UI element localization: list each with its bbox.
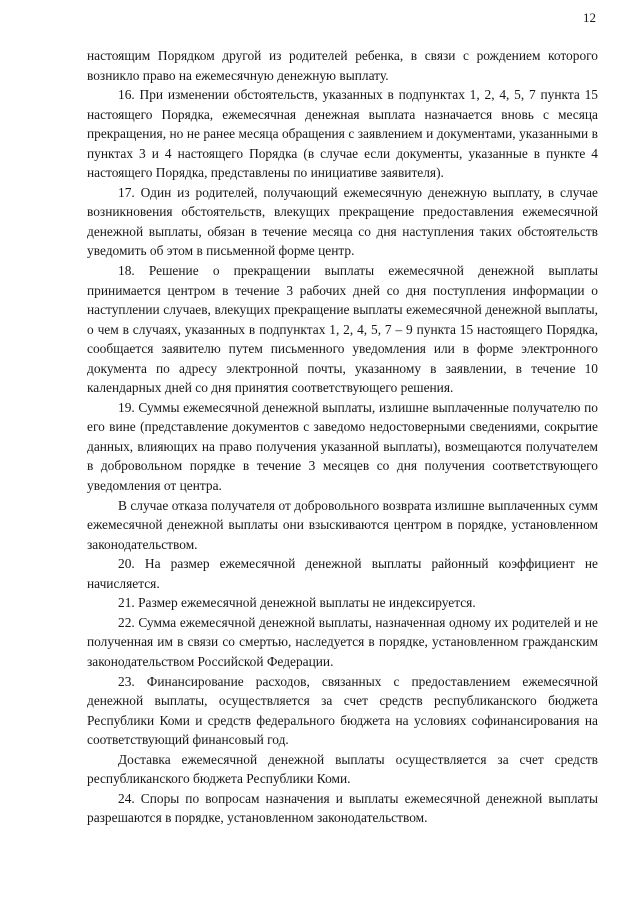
- paragraph-22: 22. Сумма ежемесячной денежной выплаты, назначенная одному их родителей и не полученная им в связи со смертью, наследуется в порядке, установленном гражданским законодательством Российской Федерации.: [87, 614, 598, 669]
- paragraph-17: 17. Один из родителей, получающий ежемесячную денежную выплату, в случае возникновения обстоятельств, влекущих прекращение предоставления ежемесячной денежной выплаты, обязан в течение месяца со дня наступления таких обстоятельств уведомить об этом в письменной форме центр.: [87, 184, 598, 259]
- document-body: [87, 46, 598, 828]
- paragraph-24: 24. Споры по вопросам назначения и выплаты ежемесячной денежной выплаты разрешаются в порядке, установленном законодательством.: [87, 790, 598, 826]
- paragraph-21: 21. Размер ежемесячной денежной выплаты не индексируется.: [118, 595, 476, 611]
- paragraph-19-refusal: В случае отказа получателя от добровольного возврата излишне выплаченных сумм ежемесячной денежной выплаты они взыскиваются центром в порядке, установленном законодательством.: [87, 497, 598, 552]
- paragraph-20: 20. На размер ежемесячной денежной выплаты районный коэффициент не начисляется.: [87, 556, 598, 591]
- paragraph-16: 16. При изменении обстоятельств, указанных в подпунктах 1, 2, 4, 5, 7 пункта 15 настоящего Порядка, ежемесячная денежная выплата назначается вновь с месяца прекращения, но не ранее месяца обращения с заявлением и документами, указанными в пунктах 3 и 4 настоящего Порядка (в случае если документы, указанные в пункте 4 настоящего Порядка, представлены по инициативе заявителя).: [87, 87, 598, 181]
- page-number: 12: [583, 10, 596, 25]
- paragraph-23: 23. Финансирование расходов, связанных с предоставлением ежемесячной денежной выплаты, осуществляется за счет средств республиканского бюджета Республики Коми и средств федерального бюджета на условиях софинансирования на соответствующий финансовый год.: [87, 673, 598, 748]
- paragraph-19: 19. Суммы ежемесячной денежной выплаты, излишне выплаченные получателю по его вине (представление документов с заведомо недостоверными сведениями, сокрытие данных, влияющих на право получения указанной выплаты), возмещаются получателем в добровольном порядке в течение 3 месяцев со дня получения соответствующего уведомления от центра.: [87, 399, 598, 494]
- paragraph-continuation: настоящим Порядком другой из родителей ребенка, в связи с рождением которого возникло право на ежемесячную денежную выплату.: [87, 48, 598, 83]
- paragraph-18: 18. Решение о прекращении выплаты ежемесячной денежной выплаты принимается центром в течение 3 рабочих дней со дня поступления информации о наступлении случаев, влекущих прекращение выплаты ежемесячной денежной выплаты, о чем в случаях, указанных в подпунктах 1, 2, 4, 5, 7 – 9 пункта 15 настоящего Порядка, сообщается заявителю путем письменного уведомления или в форме электронного документа по адресу электронной почты, указанному в заявлении, в течение 10 календарных дней со дня принятия соответствующего решения.: [87, 263, 598, 396]
- paragraph-23-delivery: Доставка ежемесячной денежной выплаты осуществляется за счет средств республиканского бюджета Республики Коми.: [87, 751, 598, 787]
